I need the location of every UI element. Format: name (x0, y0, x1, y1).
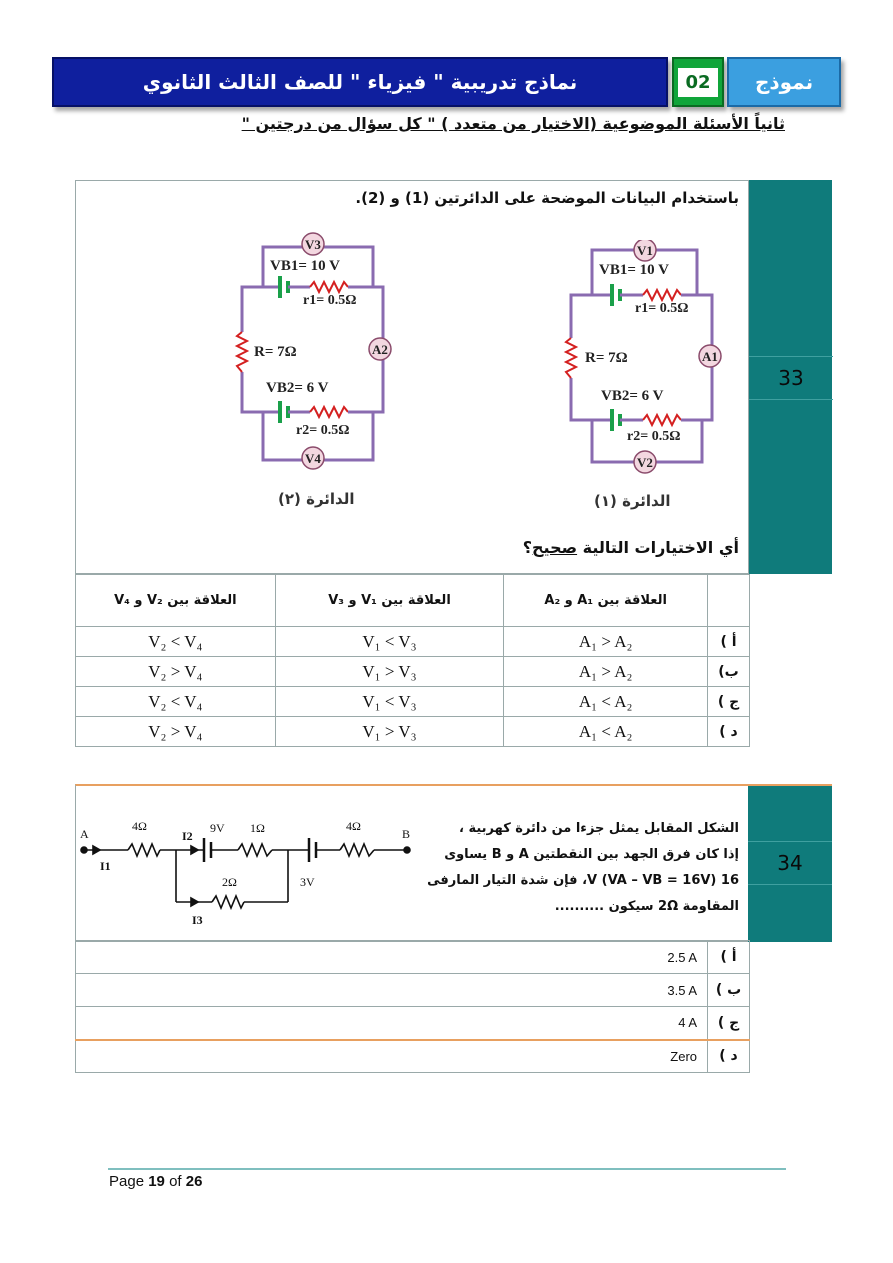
question-34-line-1: الشكل المقابل يمثل جزءا من دائرة كهربية ، (458, 821, 739, 836)
table-row[interactable] (76, 974, 750, 1007)
option-c-v13: V₁ < V₃ (275, 687, 504, 717)
q34-option-c-value: 4 A (76, 1007, 708, 1040)
circuit-1-meter-bottom: V2 (637, 455, 653, 470)
circuit-1-diagram (557, 240, 727, 480)
option-d-label[interactable]: د ) (708, 717, 750, 747)
option-b-label[interactable]: ب) (708, 657, 750, 687)
question-33-number: 33 (749, 356, 833, 400)
footer-of-word: of (169, 1173, 182, 1190)
circuit-1-vb1: VB1= 10 V (599, 262, 669, 278)
q34-I3: I3 (192, 913, 203, 927)
table-row[interactable] (76, 941, 750, 974)
option-b-v13: V₁ > V₃ (275, 657, 504, 687)
option-d-v24: V₂ > V₄ (76, 717, 276, 747)
q34-option-c-label[interactable]: ج ) (708, 1007, 750, 1040)
circuit-2-diagram (228, 232, 398, 472)
option-b-a: A₁ > A₂ (504, 657, 708, 687)
circuit-2-R: R= 7Ω (254, 344, 297, 360)
option-a-v24: V₂ < V₄ (76, 627, 276, 657)
header-v2-v4: العلاقة بين V₂ و V₄ (76, 575, 276, 627)
table-row[interactable] (76, 1007, 750, 1040)
table-row[interactable] (76, 687, 750, 717)
footer-page-word: Page (109, 1173, 145, 1190)
option-a-a: A₁ > A₂ (504, 627, 708, 657)
question-33-prompt-start: أي الاختيارات التالية (582, 538, 739, 557)
header-title: نماذج تدريبية " فيزياء " للصف الثالث الثانوي (52, 57, 668, 107)
circuit-2-caption: الدائرة (٢) (278, 490, 355, 508)
q34-R4: 2Ω (222, 875, 237, 889)
q34-I1: I1 (100, 859, 111, 873)
circuit-2-vb2: VB2= 6 V (266, 380, 329, 396)
q34-point-A: A (80, 827, 89, 841)
question-34-options-table (75, 940, 750, 1073)
q34-option-a-label[interactable]: أ ) (708, 941, 750, 974)
circuit-2-vb1: VB1= 10 V (270, 258, 340, 274)
question-34-line-4: المقاومة 2Ω سيكون .......... (554, 899, 739, 914)
q34-option-b-label[interactable]: ب ) (708, 974, 750, 1007)
option-c-label[interactable]: ج ) (708, 687, 750, 717)
q34-R3: 4Ω (346, 819, 361, 833)
option-d-a: A₁ < A₂ (504, 717, 708, 747)
question-34-line-3: 16 V (VA – VB = 16V)، فإن شدة التيار المارفى (427, 873, 739, 888)
q34-option-d-value: Zero (76, 1040, 708, 1073)
q34-option-b-value: 3.5 A (76, 974, 708, 1007)
q34-I2: I2 (182, 829, 193, 843)
header-v1-v3: العلاقة بين V₁ و V₃ (275, 575, 504, 627)
circuit-1-R: R= 7Ω (585, 350, 628, 366)
circuit-1-r2: r2= 0.5Ω (627, 429, 681, 444)
question-34-text (419, 816, 739, 920)
option-d-v13: V₁ > V₃ (275, 717, 504, 747)
circuit-2-meter-side: A2 (372, 342, 388, 357)
q34-point-B: B (402, 827, 411, 841)
option-a-label[interactable]: أ ) (708, 627, 750, 657)
option-c-v24: V₂ < V₄ (76, 687, 276, 717)
question-34-number-column (748, 784, 832, 942)
question-33-prompt-end: ؟ (522, 538, 533, 557)
model-number: 02 (678, 68, 717, 97)
circuit-2-meter-bottom: V4 (305, 451, 321, 466)
footer-total-pages: 26 (185, 1173, 203, 1190)
circuit-1-meter-top: V1 (637, 243, 653, 258)
q34-R1: 4Ω (132, 819, 147, 833)
option-c-a: A₁ < A₂ (504, 687, 708, 717)
model-label: نموذج (727, 57, 841, 107)
circuit-2-meter-top: V3 (305, 237, 321, 252)
table-row[interactable] (76, 657, 750, 687)
option-b-v24: V₂ > V₄ (76, 657, 276, 687)
table-row[interactable] (76, 1040, 750, 1073)
circuit-2-r1: r1= 0.5Ω (303, 293, 357, 308)
section-heading: ثانياً الأسئلة الموضوعية (الاختيار من متعدد ) " كل سؤال من درجتين " (241, 114, 785, 133)
circuit-1-caption: الدائرة (١) (594, 492, 671, 510)
table-row[interactable] (76, 717, 750, 747)
circuit-2-r2: r2= 0.5Ω (296, 423, 350, 438)
q34-E2: 3V (300, 875, 315, 889)
q34-R2: 1Ω (250, 821, 265, 835)
header-label-cell (708, 575, 750, 627)
question-33-intro: باستخدام البيانات الموضحة على الدائرتين (1) و (2). (355, 189, 739, 207)
page-footer (109, 1173, 202, 1190)
circuit-1-meter-side: A1 (702, 349, 718, 364)
q34-E1: 9V (210, 821, 225, 835)
footer-current-page: 19 (148, 1173, 165, 1190)
circuit-1-vb2: VB2= 6 V (601, 388, 664, 404)
question-34-circuit-diagram (78, 812, 418, 932)
question-33-prompt-underlined: صحيح (532, 538, 578, 557)
question-33-number-column (748, 180, 832, 574)
question-33-prompt (439, 538, 739, 557)
q34-option-d-label[interactable]: د ) (708, 1040, 750, 1073)
model-number-box (672, 57, 724, 107)
circuit-1-r1: r1= 0.5Ω (635, 301, 689, 316)
question-33-options-table (75, 574, 750, 747)
option-a-v13: V₁ < V₃ (275, 627, 504, 657)
header-a1-a2: العلاقة بين A₁ و A₂ (504, 575, 708, 627)
question-34-line-2: إذا كان فرق الجهد بين النقطتين A و B يساوى (444, 847, 739, 862)
question-34-number: 34 (748, 841, 832, 885)
table-row[interactable] (76, 627, 750, 657)
footer-rule (108, 1168, 786, 1170)
q34-option-a-value: 2.5 A (76, 941, 708, 974)
